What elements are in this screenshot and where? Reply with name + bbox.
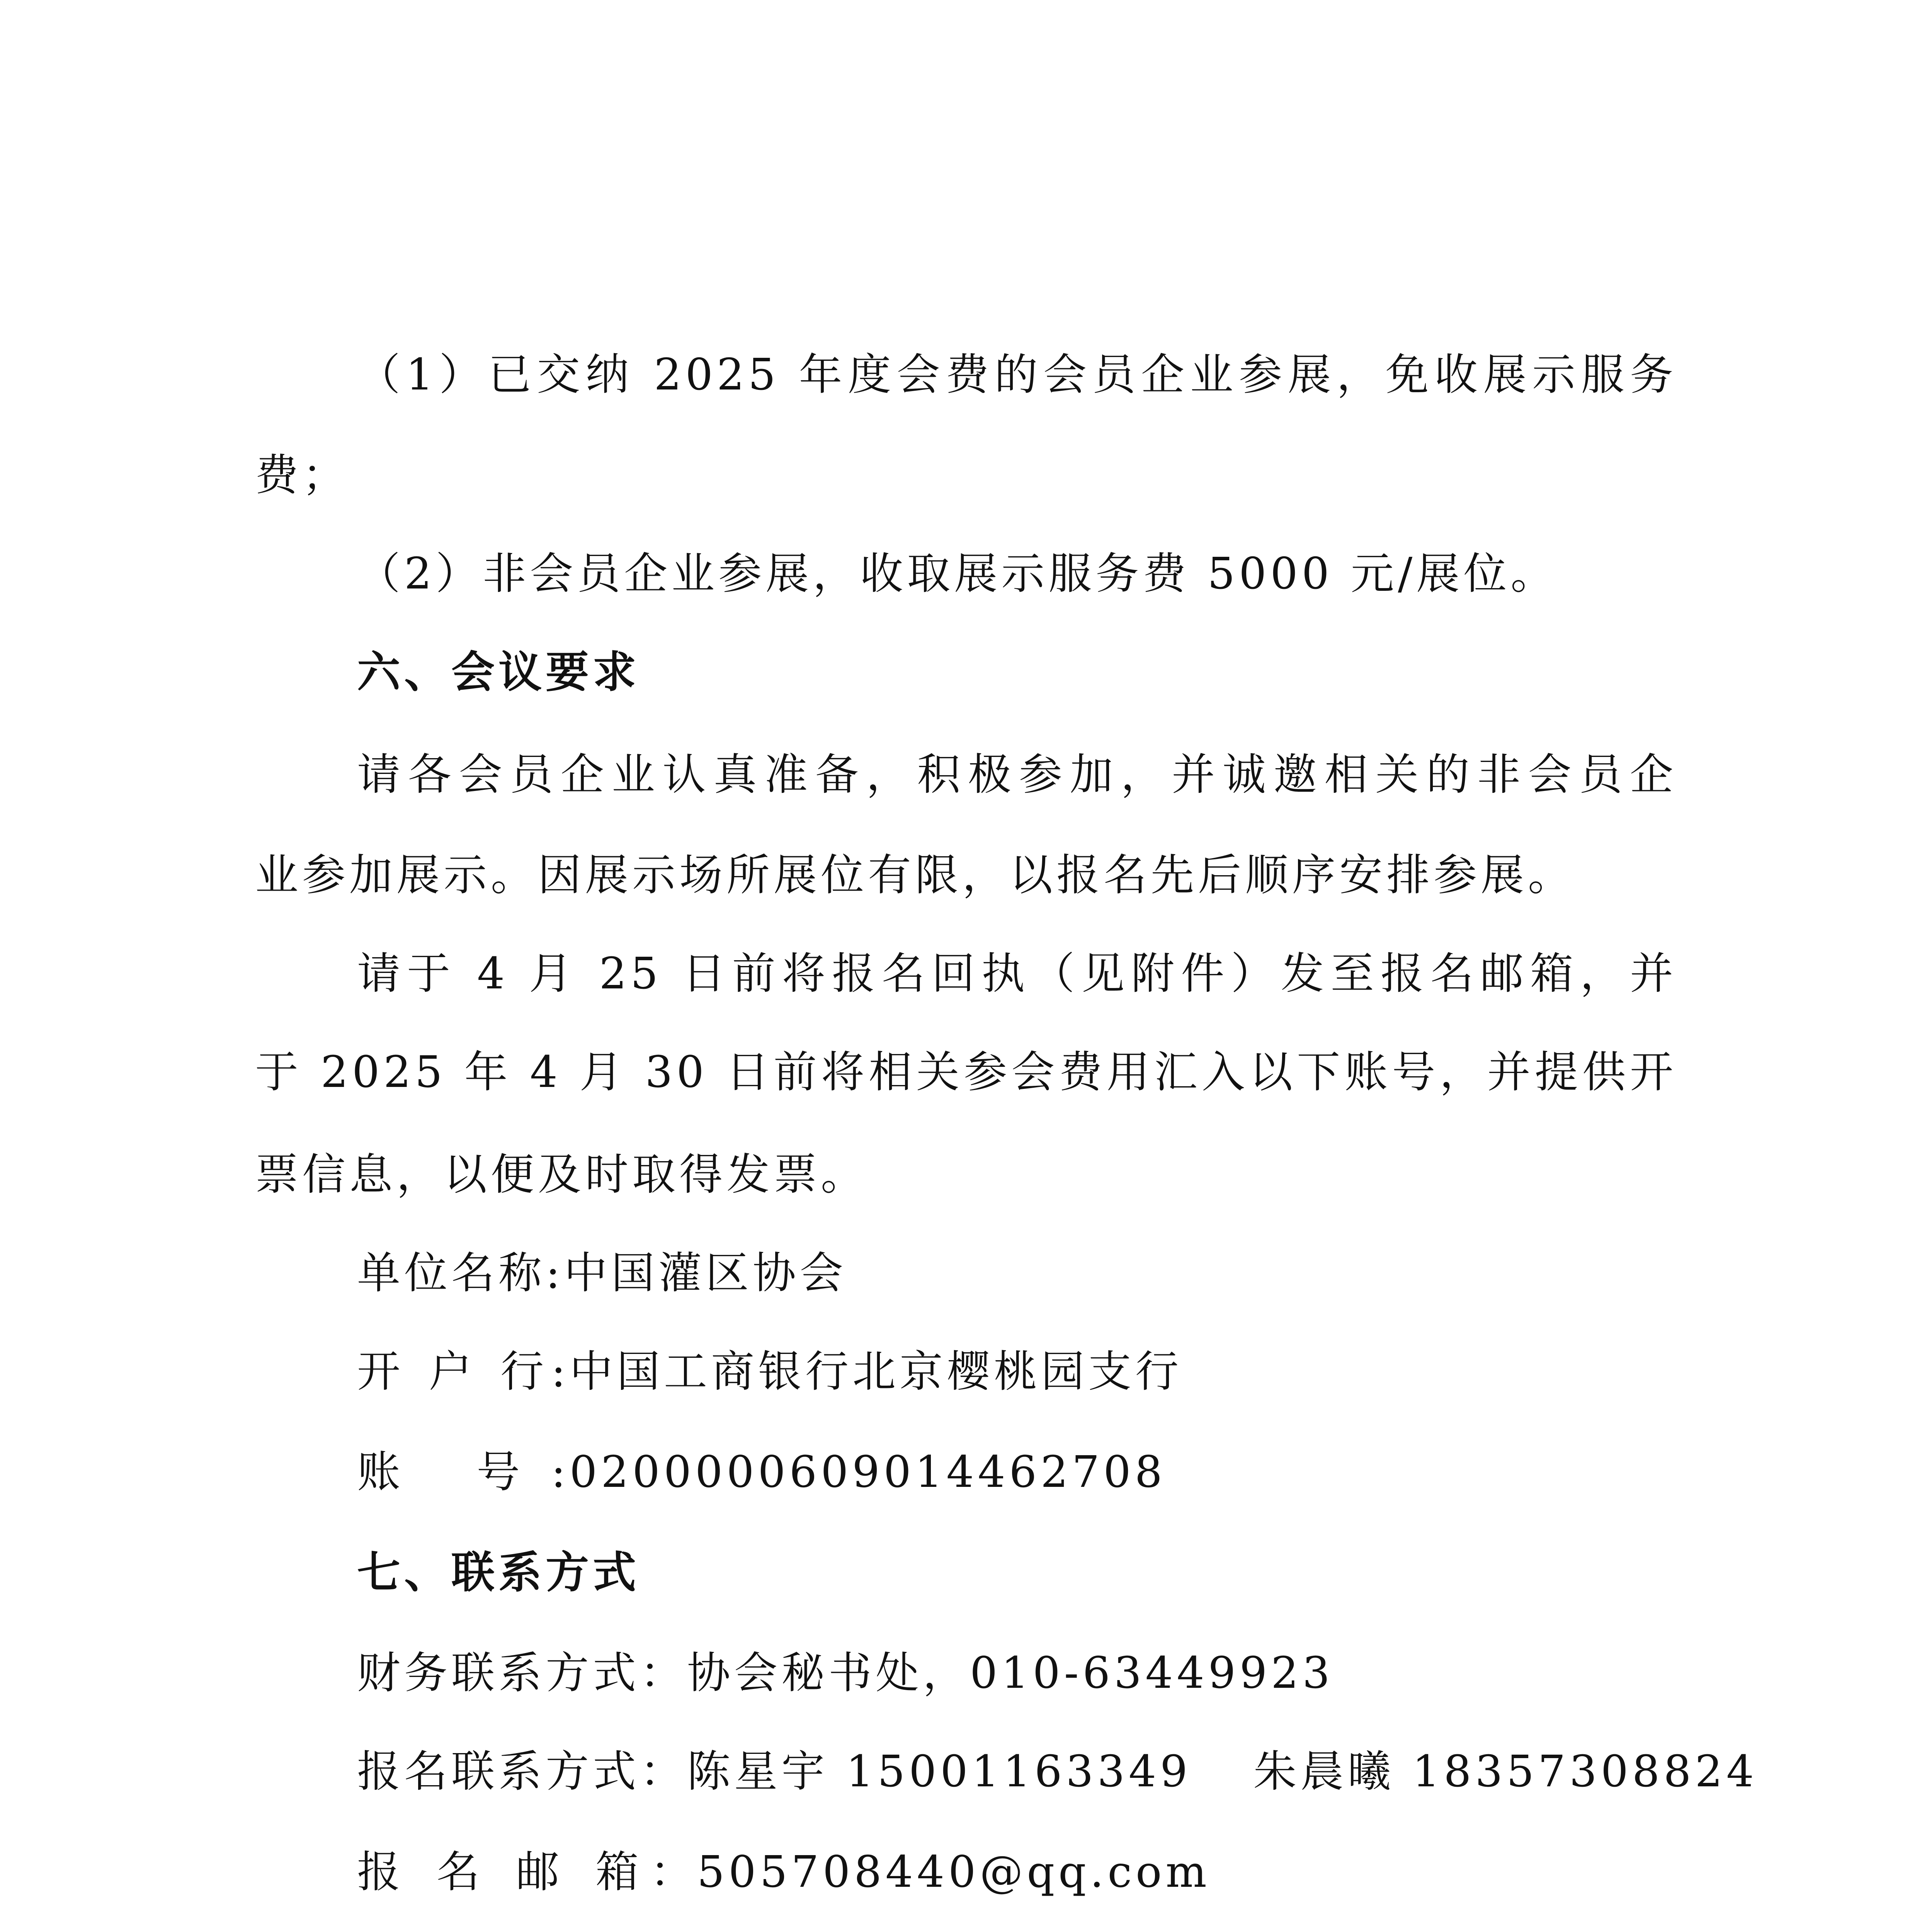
registration-contact-row	[357, 1743, 1758, 1801]
section-6-paragraph-1-line-2: 业参加展示。因展示场所展位有限，以报名先后顺序安排参展。	[255, 850, 1575, 900]
fee-item-1-line-2: 费；	[255, 450, 349, 500]
section-6-paragraph-2-line-1: 请于 4 月 25 日前将报名回执（见附件）发至报名邮箱，并	[357, 949, 1677, 999]
bank-account-label: 账 号:	[357, 1447, 570, 1497]
registration-email-row	[357, 1843, 1677, 1901]
fee-item-1-line-1: （1）已交纳 2025 年度会费的会员企业参展，免收展示服务	[357, 350, 1677, 400]
bank-name-label: 单位名称:	[357, 1248, 564, 1298]
section-6-paragraph-2-line-2: 于 2025 年 4 月 30 日前将相关参会费用汇入以下账号，并提供开	[255, 1047, 1677, 1097]
registration-email-value: 505708440@qq.com	[697, 1847, 1211, 1897]
section-7-heading: 七、联系方式	[357, 1548, 640, 1598]
section-6-heading: 六、会议要求	[357, 647, 640, 697]
bank-name-value: 中国灌区协会	[564, 1248, 847, 1298]
bank-name-row	[357, 1244, 1677, 1302]
finance-contact-label: 财务联系方式：	[357, 1648, 687, 1698]
finance-contact-row	[357, 1644, 1677, 1702]
registration-email-label: 报 名 邮 箱：	[357, 1847, 697, 1897]
registration-contact-person-1: 陈星宇 15001163349	[687, 1747, 1192, 1797]
bank-branch-label: 开 户 行:	[357, 1347, 570, 1397]
finance-contact-value: 协会秘书处，010-63449923	[687, 1648, 1334, 1698]
bank-account-value: 0200000609014462708	[570, 1447, 1166, 1497]
bank-branch-value: 中国工商银行北京樱桃园支行	[570, 1347, 1182, 1397]
registration-contact-label: 报名联系方式：	[357, 1747, 687, 1797]
fee-item-2: （2）非会员企业参展，收取展示服务费 5000 元/展位。	[357, 549, 1558, 599]
registration-contact-person-2: 朱晨曦 18357308824	[1253, 1747, 1758, 1797]
bank-branch-row	[357, 1343, 1677, 1401]
section-6-paragraph-2-line-3: 票信息，以便及时取得发票。	[255, 1150, 868, 1200]
bank-account-row	[357, 1443, 1677, 1501]
section-6-paragraph-1-line-1: 请各会员企业认真准备，积极参加，并诚邀相关的非会员企	[357, 750, 1677, 800]
